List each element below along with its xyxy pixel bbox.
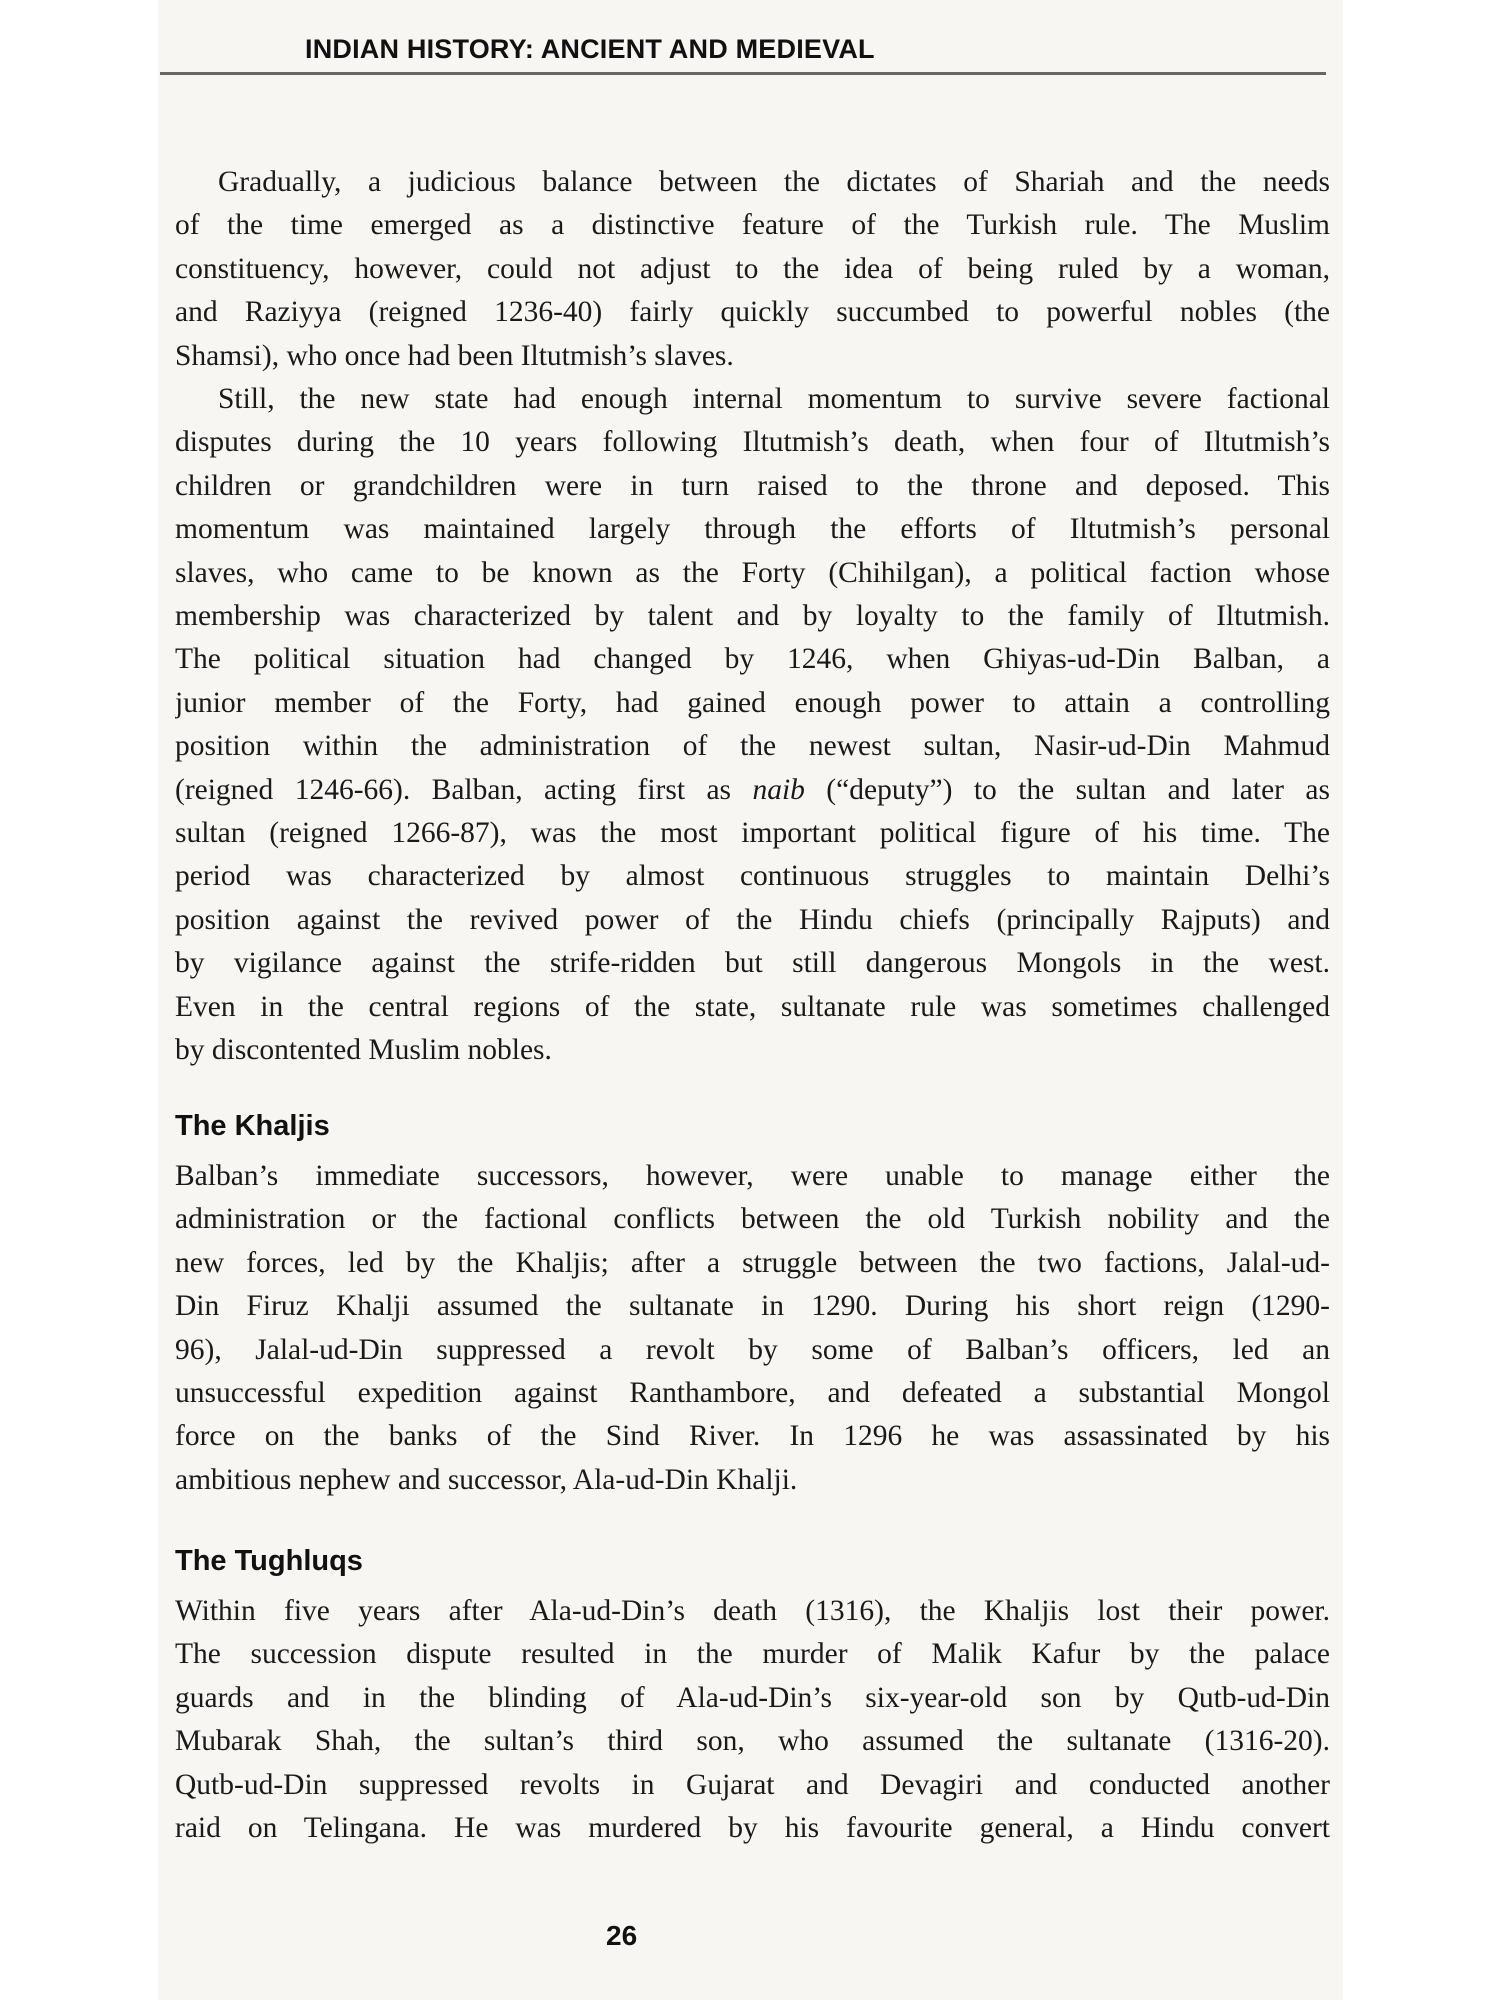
text-line: new forces, led by the Khaljis; after a struggle between the two factions, Jalal-ud- xyxy=(175,1246,1330,1279)
text-line: sultan (reigned 1266-87), was the most important political figure of his time. The xyxy=(175,817,1330,849)
text-line: Balban’s immediate successors, however, were unable to manage either the xyxy=(175,1160,1330,1192)
text-line: position within the administration of the newest sultan, Nasir-ud-Din Mahmud xyxy=(175,730,1330,763)
text-line: Gradually, a judicious balance between the dictates of Shariah and the needs xyxy=(218,166,1330,198)
text-line: junior member of the Forty, had gained enough power to attain a controlling xyxy=(175,686,1330,719)
text-segment: (reigned 1246-66). Balban, acting first as xyxy=(175,773,753,806)
text-line: 96), Jalal-ud-Din suppressed a revolt by some of Balban’s officers, led an xyxy=(175,1333,1330,1366)
text-line: force on the banks of the Sind River. In 1296 he was assassinated by his xyxy=(175,1420,1330,1453)
text-line: membership was characterized by talent and by loyalty to the family of Iltutmish. xyxy=(175,600,1330,632)
text-line: Din Firuz Khalji assumed the sultanate in 1290. During his short reign (1290- xyxy=(175,1290,1330,1323)
text-line xyxy=(175,768,1330,812)
text-line: constituency, however, could not adjust to the idea of being ruled by a woman, xyxy=(175,252,1330,285)
text-line: disputes during the 10 years following Iltutmish’s death, when four of Iltutmish’s xyxy=(175,426,1330,459)
text-line: unsuccessful expedition against Ranthambore, and defeated a substantial Mongol xyxy=(175,1377,1330,1409)
text-line: slaves, who came to be known as the Forty (Chihilgan), a political faction whose xyxy=(175,556,1330,589)
text-segment: (“deputy”) to the sultan and later as xyxy=(804,773,1330,806)
text-line: Mubarak Shah, the sultan’s third son, who assumed the sultanate (1316-20). xyxy=(175,1725,1330,1758)
page-number: 26 xyxy=(606,1920,638,1951)
text-line: ambitious nephew and successor, Ala-ud-Din Khalji. xyxy=(175,1463,798,1496)
text-line: The political situation had changed by 1246, when Ghiyas-ud-Din Balban, a xyxy=(175,643,1330,676)
section-heading: The Tughluqs xyxy=(175,1545,363,1577)
text-line: momentum was maintained largely through the efforts of Iltutmish’s personal xyxy=(175,513,1330,546)
text-line: Even in the central regions of the state, sultanate rule was sometimes challenged xyxy=(175,990,1330,1023)
text-line: administration or the factional conflicts between the old Turkish nobility and the xyxy=(175,1203,1330,1236)
text-line: raid on Telingana. He was murdered by his favourite general, a Hindu convert xyxy=(175,1812,1330,1844)
text-line: Qutb-ud-Din suppressed revolts in Gujarat and Devagiri and conducted another xyxy=(175,1768,1330,1801)
header-rule xyxy=(160,72,1326,75)
text-line: Within five years after Ala-ud-Din’s death (1316), the Khaljis lost their power. xyxy=(175,1595,1330,1627)
text-line: of the time emerged as a distinctive feature of the Turkish rule. The Muslim xyxy=(175,209,1330,242)
text-line: guards and in the blinding of Ala-ud-Din’s six-year-old son by Qutb-ud-Din xyxy=(175,1681,1330,1714)
text-line: position against the revived power of the Hindu chiefs (principally Rajputs) and xyxy=(175,903,1330,936)
text-line: The succession dispute resulted in the murder of Malik Kafur by the palace xyxy=(175,1638,1330,1671)
text-line: Still, the new state had enough internal momentum to survive severe factional xyxy=(218,383,1330,415)
text-line: period was characterized by almost continuous struggles to maintain Delhi’s xyxy=(175,860,1330,893)
text-line: by vigilance against the strife-ridden but still dangerous Mongols in the west. xyxy=(175,947,1330,980)
text-line: by discontented Muslim nobles. xyxy=(175,1034,552,1066)
text-line: Shamsi), who once had been Iltutmish’s slaves. xyxy=(175,339,734,372)
running-head: INDIAN HISTORY: ANCIENT AND MEDIEVAL xyxy=(305,34,875,64)
text-line: and Raziyya (reigned 1236-40) fairly quickly succumbed to powerful nobles (the xyxy=(175,296,1330,329)
italic-term: naib xyxy=(752,773,805,806)
text-line: children or grandchildren were in turn raised to the throne and deposed. This xyxy=(175,469,1330,502)
section-heading: The Khaljis xyxy=(175,1110,330,1142)
